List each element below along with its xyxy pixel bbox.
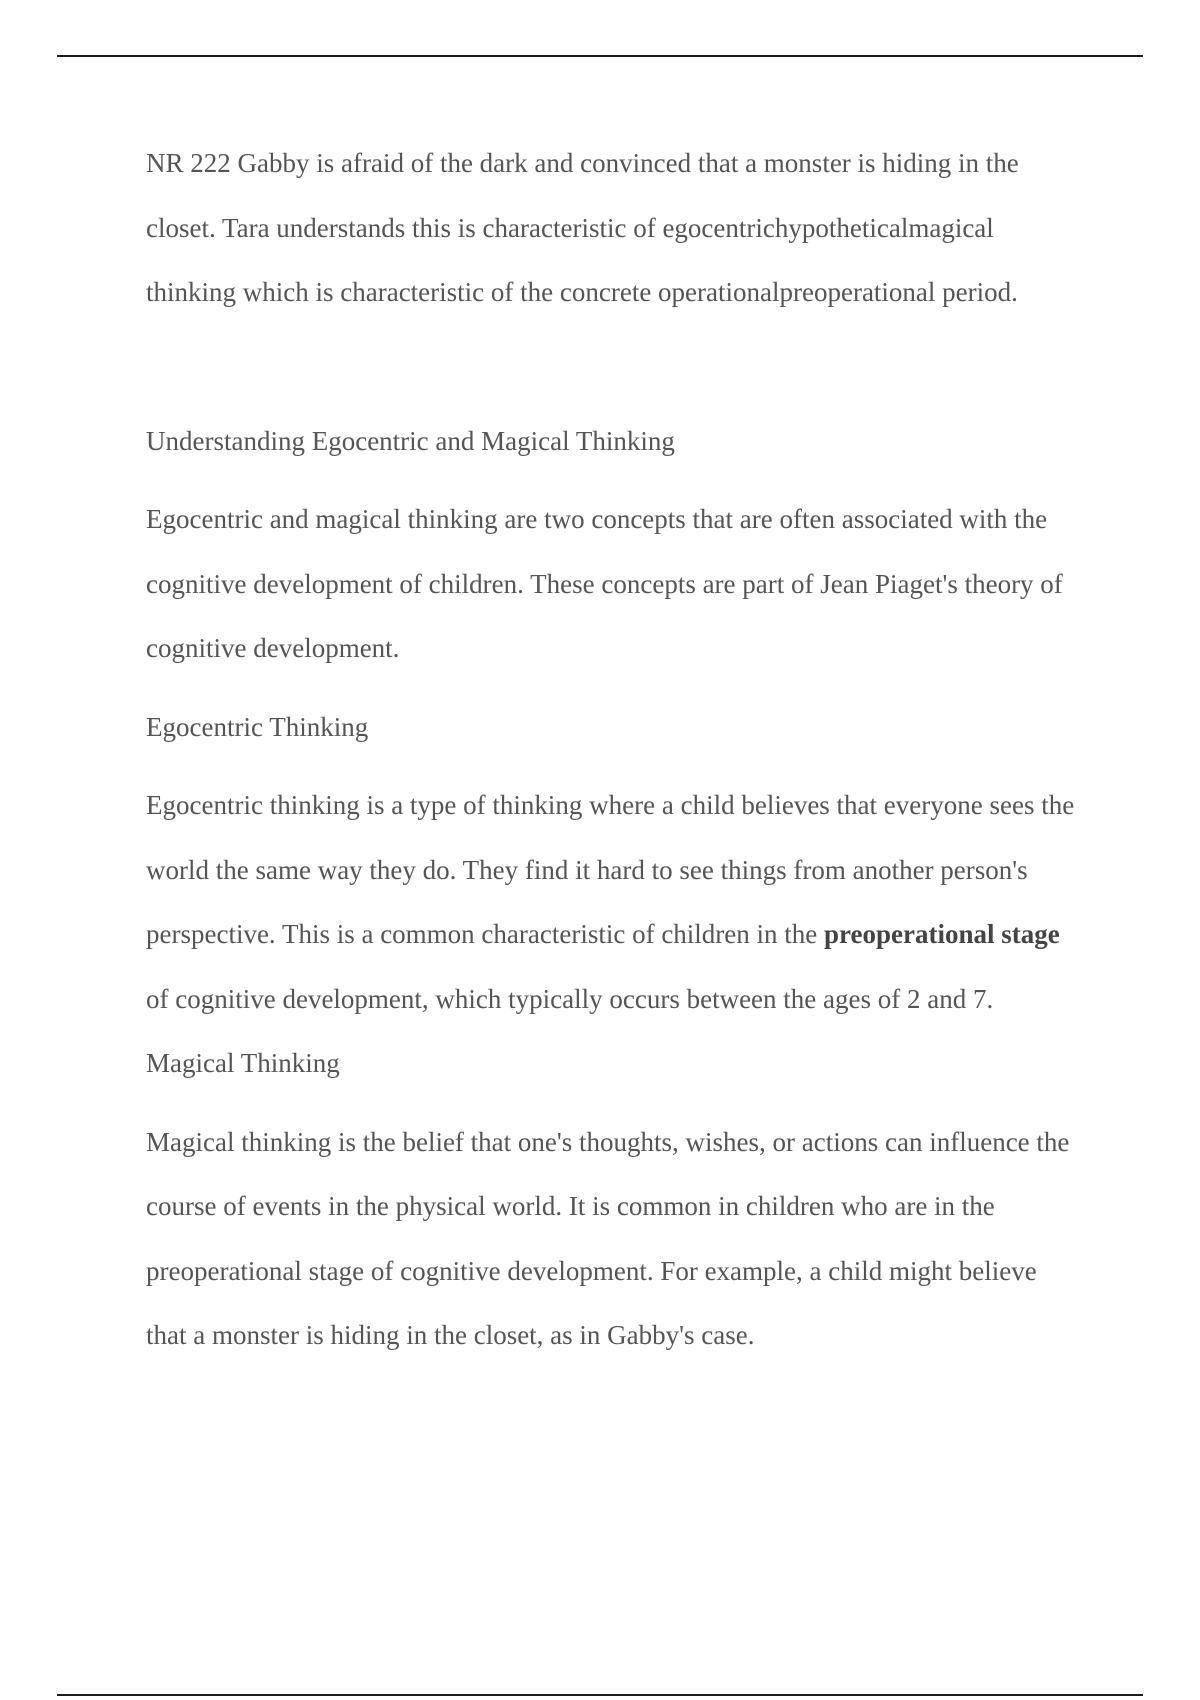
egocentric-text-after: of cognitive development, which typically occurs between the ages of 2 and 7. [146, 983, 994, 1014]
section-title: Understanding Egocentric and Magical Thinking [146, 425, 675, 456]
top-rule [57, 55, 1143, 57]
egocentric-heading: Egocentric Thinking [146, 711, 369, 742]
egocentric-bold-term: preoperational stage [824, 919, 1060, 949]
document-page [146, 131, 1076, 1368]
egocentric-text-before: Egocentric thinking is a type of thinking where a child believes that everyone sees the world the same way they do. They find it hard to see things from another person's perspective. This is a common characteristic of children in the [146, 790, 1075, 949]
bottom-rule [57, 1694, 1143, 1696]
magical-heading: Magical Thinking [146, 1048, 340, 1078]
egocentric-paragraph [146, 773, 1076, 1031]
magical-paragraph: Magical thinking is the belief that one's thoughts, wishes, or actions can influence the course of events in the physical world. It is common in children who are in the preoperational stage of cognitive development. For example, a child might believe that a monster is hiding in the closet, as in Gabby's case. [146, 1126, 1070, 1350]
section-intro-paragraph: Egocentric and magical thinking are two concepts that are often associated with the cognitive development of children. These concepts are part of Jean Piaget's theory of cognitive development. [146, 504, 1063, 663]
intro-paragraph: NR 222 Gabby is afraid of the dark and convinced that a monster is hiding in the closet. Tara understands this is characteristic of egocentrichypotheticalmagical thinking which is characteristic of the concrete operationalpreoperational period. [146, 148, 1019, 307]
